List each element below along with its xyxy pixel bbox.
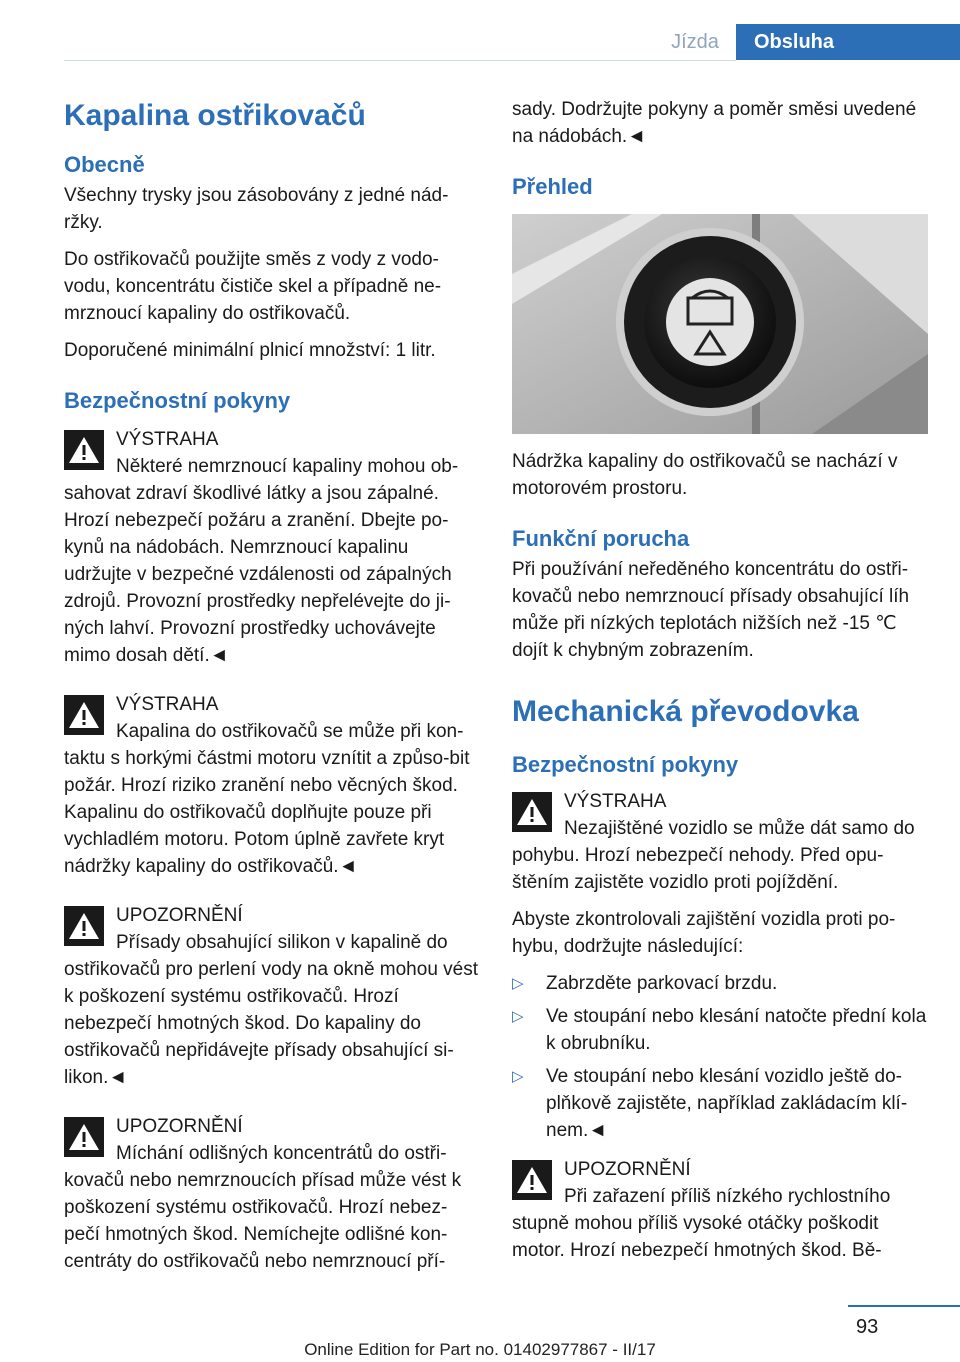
paragraph: Všechny trysky jsou zásobovány z jedné nád-ržky. (64, 185, 449, 233)
washer-reservoir-photo (512, 214, 928, 434)
notice-title: UPOZORNĚNÍ (116, 1116, 243, 1137)
heading-safety: Bezpečnostní pokyny (512, 752, 739, 777)
notice-title: UPOZORNĚNÍ (564, 1159, 691, 1180)
footer-rule (848, 1305, 960, 1307)
right-column (512, 96, 928, 1286)
warning-title: VÝSTRAHA (116, 694, 219, 715)
notice-text: Při zařazení příliš nízkého rychlostního stupně mohou příliš vysoké otáčky poškodit motor. Hrozí nebezpečí hmotných škod. Bě- (512, 1186, 891, 1261)
warning-block (512, 788, 928, 896)
warning-title: VÝSTRAHA (116, 429, 219, 450)
list-item (512, 1003, 928, 1057)
warning-text: Kapalina do ostřikovačů se může při kon-taktu s horkými částmi motoru vznítit a způso-bit požár. Hrozí riziko zranění nebo věcných škod. Kapalinu do ostřikovačů doplňujte pouze při vychladlém motoru. Potom úplně zavřete kryt nádržky kapaliny do ostřikovačů.◄ (64, 721, 470, 877)
paragraph: Doporučené minimální plnicí množství: 1 litr. (64, 340, 436, 361)
tab-jizda[interactable]: Jízda (671, 31, 719, 53)
notice-title: UPOZORNĚNÍ (116, 905, 243, 926)
paragraph: Abyste zkontrolovali zajištění vozidla proti po-hybu, dodržujte následující: (512, 909, 896, 957)
paragraph: Při používání neředěného koncentrátu do ostři-kovačů nebo nemrznoucí přísady obsahující líh může při nízkých teplotách nižších než -15 ℃ dojít k chybným zobrazením. (512, 559, 910, 661)
warning-triangle-icon (64, 430, 104, 470)
warning-triangle-icon (512, 792, 552, 832)
triangle-bullet-icon: ▷ (512, 1008, 524, 1025)
list-item-text: Ve stoupání nebo klesání vozidlo ještě do-plňkově zajistěte, například zakládacím klí-nem.◄ (546, 1066, 908, 1141)
section-title-manual-gearbox: Mechanická převodovka (512, 695, 859, 728)
warning-block (64, 691, 480, 880)
heading-malfunction: Funkční porucha (512, 526, 690, 551)
notice-text: Přísady obsahující silikon v kapalině do ostřikovačů pro perlení vody na okně mohou vést k poškození systému ostřikovačů. Hrozí nebezpečí hmotných škod. Do kapaliny do ostřikovačů nepřidávejte přísady obsahující si-likon.◄ (64, 932, 479, 1088)
header-rule (64, 60, 736, 61)
triangle-bullet-icon: ▷ (512, 1068, 524, 1085)
list-item-text: Ve stoupání nebo klesání natočte přední kola k obrubníku. (546, 1006, 927, 1054)
warning-title: VÝSTRAHA (564, 791, 667, 812)
paragraph-continued: sady. Dodržujte pokyny a poměr směsi uvedené na nádobách.◄ (512, 99, 917, 147)
notice-block (64, 1113, 480, 1275)
warning-triangle-icon (64, 1117, 104, 1157)
left-column (64, 96, 480, 1297)
notice-block (512, 1156, 928, 1264)
warning-triangle-icon (64, 906, 104, 946)
warning-triangle-icon (512, 1160, 552, 1200)
triangle-bullet-icon: ▷ (512, 975, 524, 992)
tab-obsluha[interactable]: Obsluha (736, 24, 960, 60)
warning-block (64, 426, 480, 669)
warning-triangle-icon (64, 695, 104, 735)
steps-list (512, 970, 928, 1144)
section-title-washer-fluid: Kapalina ostřikovačů (64, 99, 366, 132)
paragraph: Do ostřikovačů použijte směs z vody z vodo-vodu, koncentrátu čističe skel a případně ne-mrznoucí kapaliny do ostřikovačů. (64, 249, 442, 324)
heading-safety: Bezpečnostní pokyny (64, 388, 291, 413)
notice-text: Míchání odlišných koncentrátů do ostři-kovačů nebo nemrznoucích přísad může vést k poškození systému ostřikovačů. Hrozí nebez-pečí hmotných škod. Nemíchejte odlišné kon-centráty do ostřikovačů nebo nemrznoucí pří- (64, 1143, 462, 1272)
edition-label: Online Edition for Part no. 01402977867 - II/17 (304, 1340, 656, 1359)
list-item (512, 1063, 928, 1144)
heading-general: Obecně (64, 152, 145, 177)
figure-caption: Nádržka kapaliny do ostřikovačů se nachází v motorovém prostoru. (512, 451, 898, 499)
list-item (512, 970, 928, 997)
warning-text: Některé nemrznoucí kapaliny mohou ob-sahovat zdraví škodlivé látky a jsou zápalné. Hrozí nebezpečí požáru a zranění. Dbejte po-kynů na nádobách. Nemrznoucí kapalinu udržujte v bezpečné vzdálenosti od zápalných zdrojů. Provozní prostředky nepřelévejte do ji-ných lahví. Provozní prostředky uchovávejte mimo dosah dětí.◄ (64, 456, 459, 666)
list-item-text: Zabrzděte parkovací brzdu. (546, 973, 778, 994)
warning-text: Nezajištěné vozidlo se může dát samo do pohybu. Hrozí nebezpečí nehody. Před opu-štěním zajistěte vozidlo proti pojíždění. (512, 818, 915, 893)
page-number: 93 (856, 1316, 879, 1338)
heading-overview: Přehled (512, 174, 593, 199)
notice-block (64, 902, 480, 1091)
